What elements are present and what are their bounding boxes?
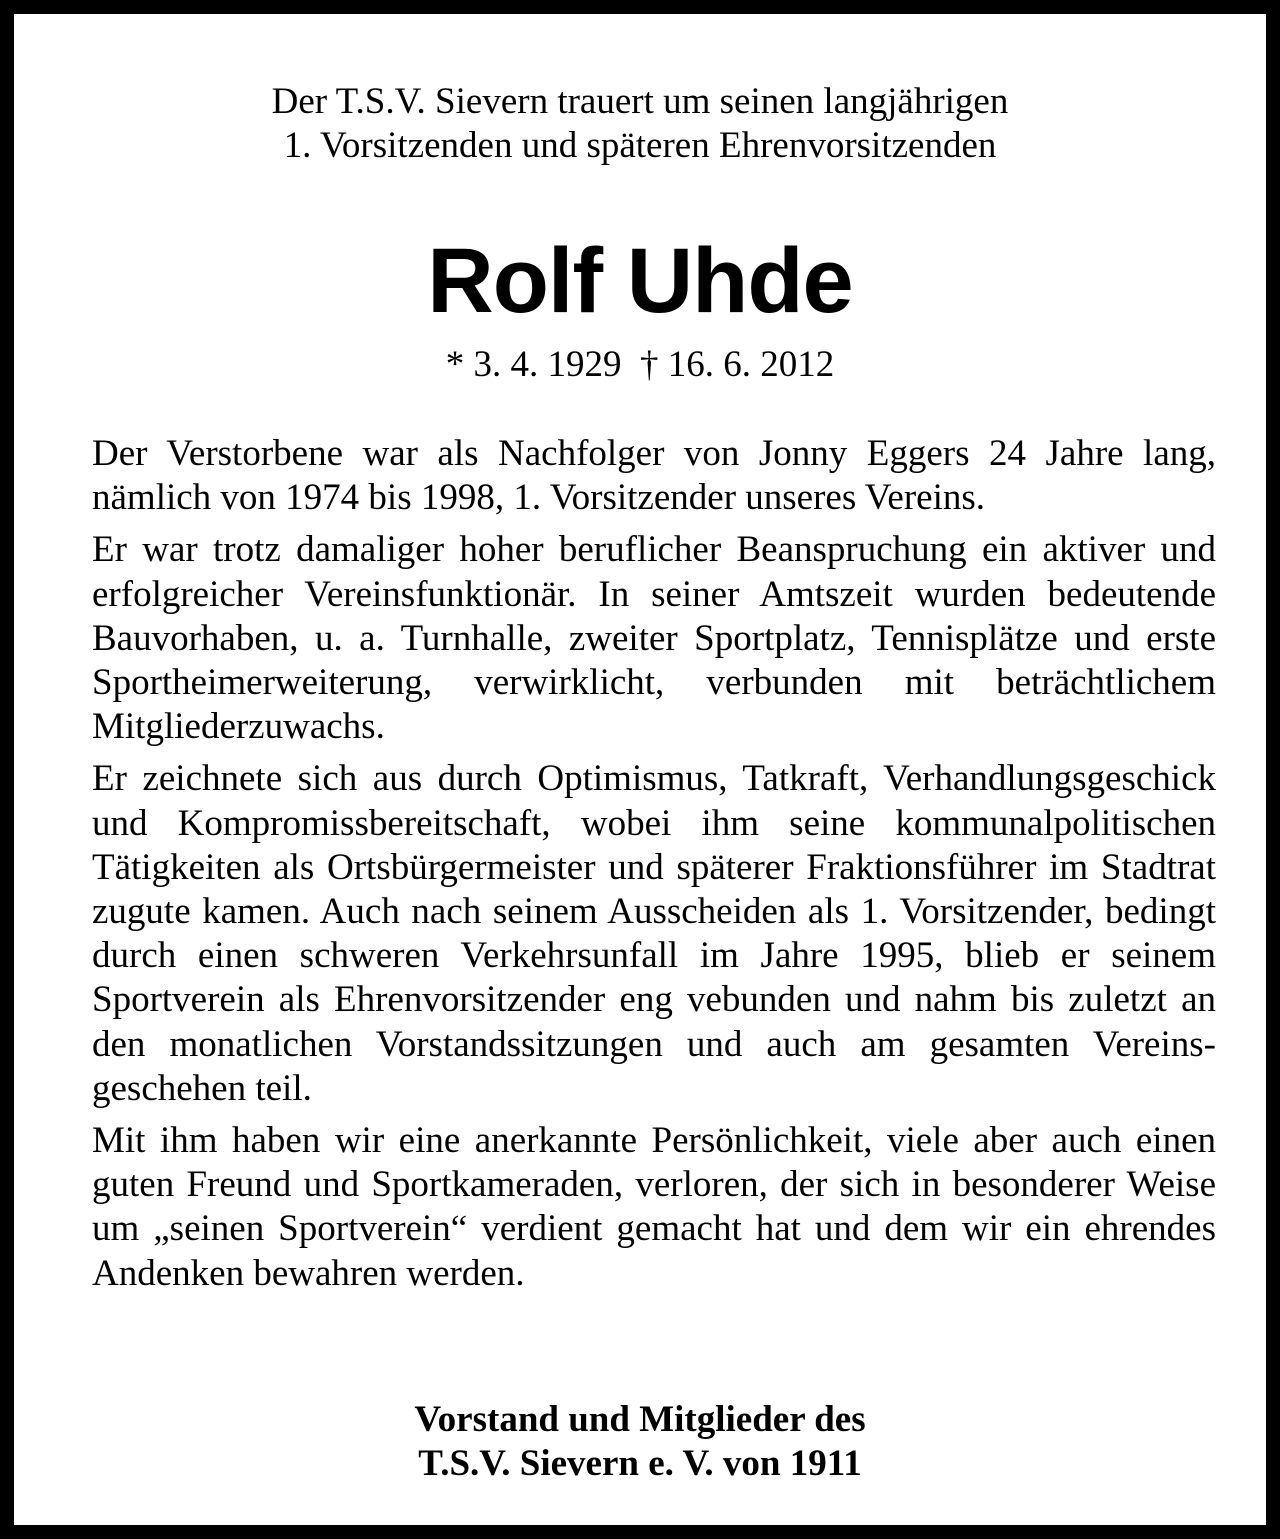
signature-line-1: Vorstand und Mitglieder des: [414, 1399, 866, 1440]
signature-block: [14, 1398, 1266, 1486]
intro-line-1: Der T.S.V. Sievern trauert um seinen langjährigen: [271, 81, 1009, 122]
body-paragraph-4: Mit ihm haben wir eine anerkannte Persönlichkeit, viele aber auch einen guten Freund und Sportkameraden, verloren, der sich in besonderer Weise um „seinen Sportverein“ verdient gemacht hat und dem wir ein ehrendes Andenken bewahren werden.: [92, 1120, 1216, 1294]
life-dates: * 3. 4. 1929 † 16. 6. 2012: [445, 344, 835, 385]
intro-text: [14, 80, 1266, 168]
deceased-name: Rolf Uhde: [427, 230, 853, 332]
signature-line-2: T.S.V. Sievern e. V. von 1911: [418, 1443, 862, 1484]
body-paragraph-3: Er zeichnete sich aus durch Optimismus, Tatkraft, Verhandlungsgeschick und Kompromissbereitschaft, wobei ihm seine kommunalpolitischen Tätigkeiten als Ortsbürgermeister und späterer Fraktionsführer im Stadtrat zugute kamen. Auch nach seinem Ausscheiden als 1. Vorsitzender, bedingt durch einen schweren Verkehrsunfall im Jahre 1995, blieb er seinem Sportverein als Ehrenvorsitzender eng vebunden und nahm bis zuletzt an den monatlichen Vorstandssitzungen und auch am gesamten Vereinsgeschehen teil.: [92, 758, 1216, 1109]
obituary-body: [92, 432, 1216, 1304]
body-paragraph-2: Er war trotz damaliger hoher beruflicher Beanspruchung ein aktiver und erfolgreicher Vereinsfunktionär. In seiner Amtszeit wurden bedeutende Bauvorhaben, u. a. Turnhalle, zweiter Sportplatz, Tennisplätze und erste Sportheimerweiterung, verwirklicht, verbunden mit beträchtlichem Mitgliederzuwachs.: [92, 529, 1216, 748]
intro-line-2: 1. Vorsitzenden und späteren Ehrenvorsitzenden: [283, 125, 997, 166]
body-paragraph-1: Der Verstorbene war als Nachfolger von Jonny Eggers 24 Jahre lang, nämlich von 1974 bis 1998, 1. Vorsitzender unseres Vereins.: [92, 433, 1216, 519]
